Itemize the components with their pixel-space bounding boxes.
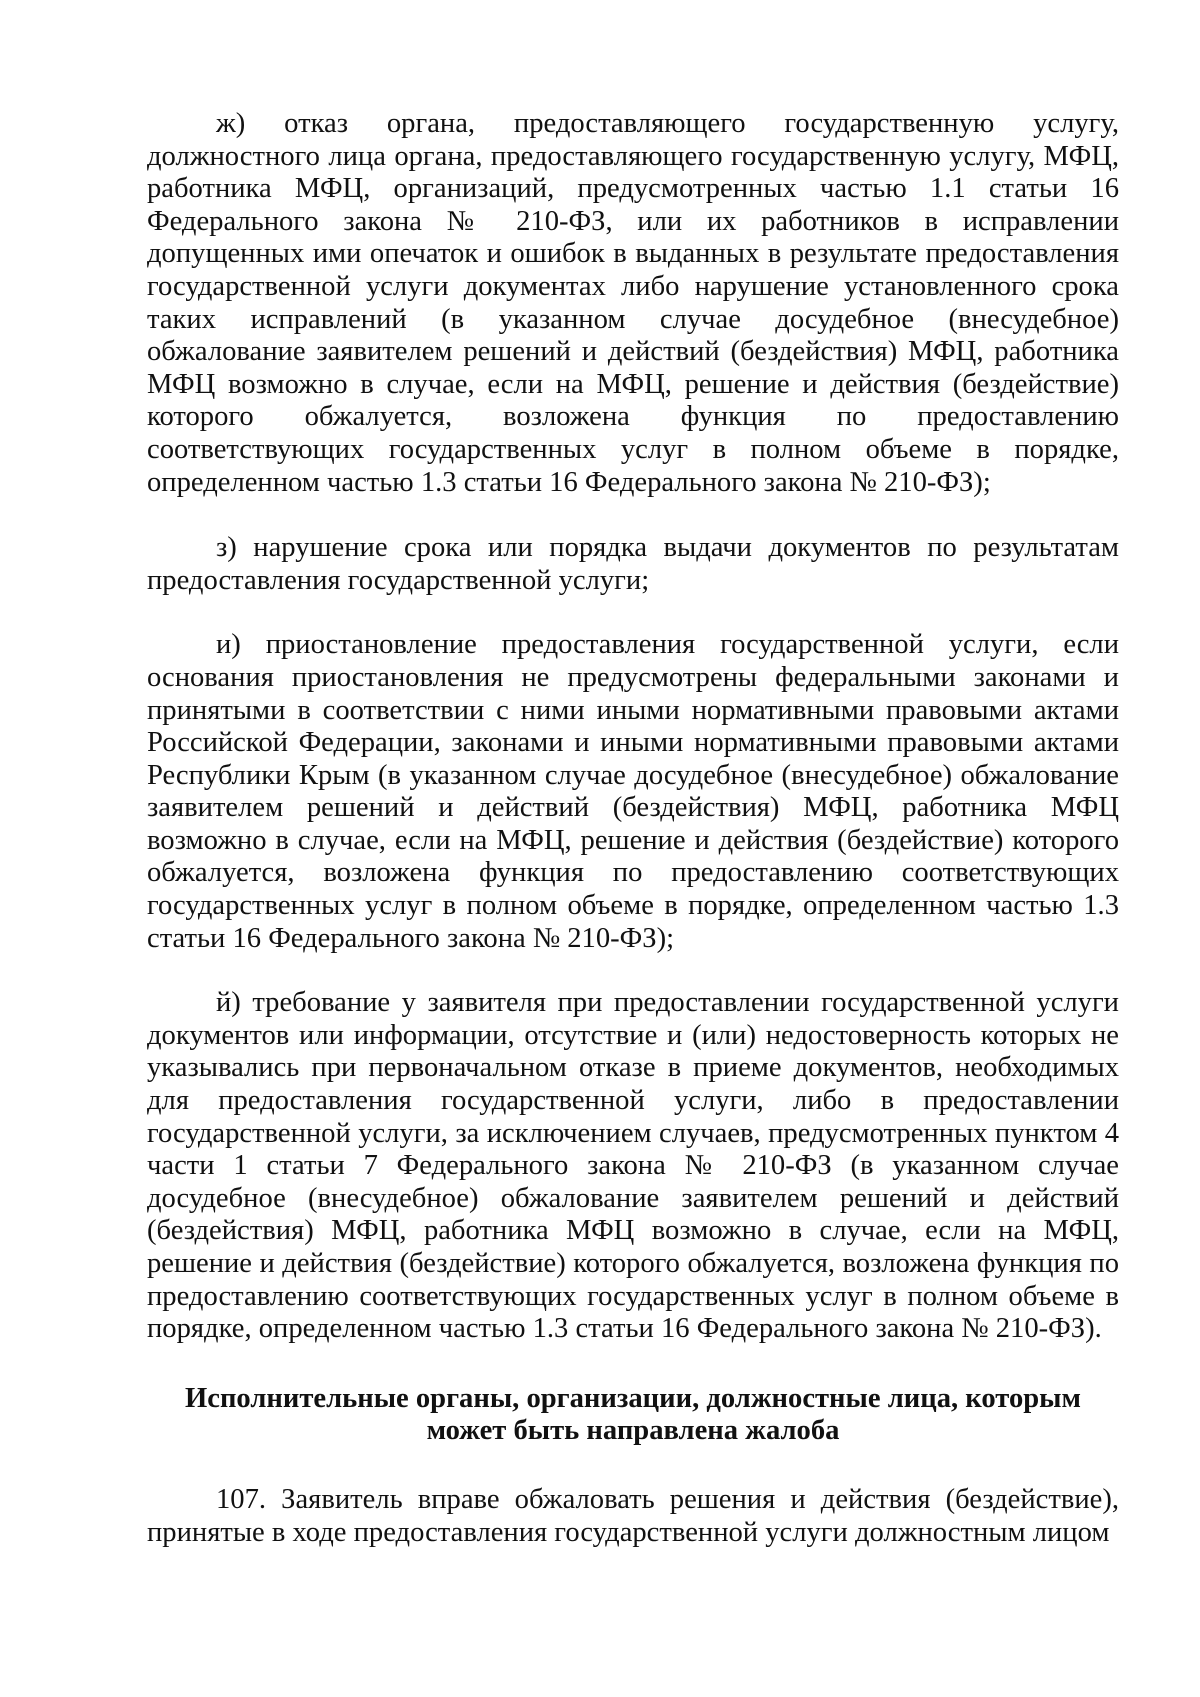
section-heading-line-2: может быть направлена жалоба (426, 1415, 840, 1447)
paragraph-107: 107. Заявитель вправе обжаловать решения и действия (бездействие), принятые в ходе предоставления государственной услуги должностным лицом (147, 1483, 1119, 1548)
paragraph-y: й) требование у заявителя при предоставлении государственной услуги документов или информации, отсутствие и (или) недостоверность которых не указывались при первоначальном отказе в приеме документов, необходимых для предоставления государственной услуги, либо в предоставлении государственной услуги, за исключением случаев, предусмотренных пунктом 4 части 1 статьи 7 Федерального закона № 210-ФЗ (в указанном случае досудебное (внесудебное) обжалование заявителем решений и действий (бездействия) МФЦ, работника МФЦ возможно в случае, если на МФЦ, решение и действия (бездействие) которого обжалуется, возложена функция по предоставлению соответствующих государственных услуг в полном объеме в порядке, определенном частью 1.3 статьи 16 Федерального закона № 210-ФЗ). (147, 987, 1119, 1345)
paragraph-z: з) нарушение срока или порядка выдачи документов по результатам предоставления государственной услуги; (147, 532, 1119, 596)
section-heading-line-1: Исполнительные органы, организации, должностные лица, которым (185, 1382, 1081, 1414)
paragraph-i: и) приостановление предоставления государственной услуги, если основания приостановления не предусмотрены федеральными законами и принятыми в соответствии с ними иными нормативными правовыми актами Российской Федерации, законами и иными нормативными правовыми актами Республики Крым (в указанном случае досудебное (внесудебное) обжалование заявителем решений и действий (бездействия) МФЦ, работника МФЦ возможно в случае, если на МФЦ, решение и действия (бездействие) которого обжалуется, возложена функция по предоставлению соответствующих государственных услуг в полном объеме в порядке, определенном частью 1.3 статьи 16 Федерального закона № 210-ФЗ); (147, 629, 1119, 954)
document-page (147, 108, 1119, 1549)
paragraph-zh: ж) отказ органа, предоставляющего государственную услугу, должностного лица органа, предоставляющего государственную услугу, МФЦ, работника МФЦ, организаций, предусмотренных частью 1.1 статьи 16 Федерального закона № 210-ФЗ, или их работников в исправлении допущенных ими опечаток и ошибок в выданных в результате предоставления государственной услуги документах либо нарушение установленного срока таких исправлений (в указанном случае досудебное (внесудебное) обжалование заявителем решений и действий (бездействия) МФЦ, работника МФЦ возможно в случае, если на МФЦ, решение и действия (бездействие) которого обжалуется, возложена функция по предоставлению соответствующих государственных услуг в полном объеме в порядке, определенном частью 1.3 статьи 16 Федерального закона № 210-ФЗ); (147, 108, 1119, 498)
section-heading (147, 1383, 1119, 1448)
